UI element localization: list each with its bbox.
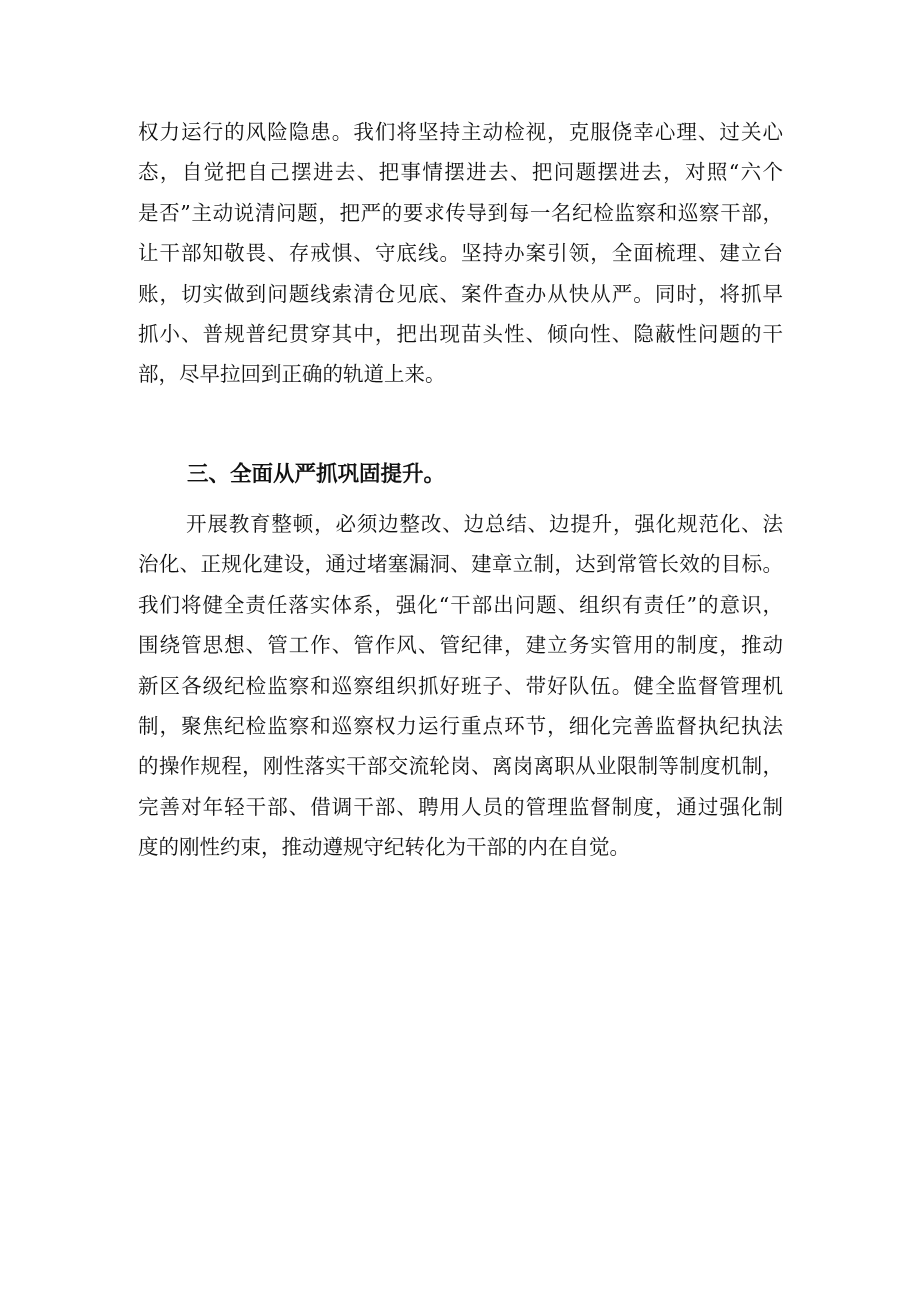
paragraph-line: 完善对年轻干部、借调干部、聘用人员的管理监督制度，通过强化制 bbox=[138, 794, 783, 819]
paragraph-line: 制，聚焦纪检监察和巡察权力运行重点环节，细化完善监督执纪执法 bbox=[138, 713, 783, 738]
paragraph-line: 抓小、普规普纪贯穿其中，把出现苗头性、倾向性、隐蔽性问题的干 bbox=[138, 321, 783, 346]
paragraph-line: 围绕管思想、管工作、管作风、管纪律，建立务实管用的制度，推动 bbox=[138, 633, 783, 658]
paragraph-line: 开展教育整顿，必须边整改、边总结、边提升，强化规范化、法 bbox=[186, 512, 783, 536]
paragraph-line: 度的刚性约束，推动遵规守纪转化为干部的内在自觉。 bbox=[138, 835, 630, 860]
paragraph-line: 权力运行的风险隐患。我们将坚持主动检视，克服侥幸心理、过关心 bbox=[138, 120, 783, 144]
paragraph-line: 部，尽早拉回到正确的轨道上来。 bbox=[138, 362, 446, 387]
paragraph-line: 账，切实做到问题线索清仓见底、案件查办从快从严。同时，将抓早 bbox=[138, 281, 783, 306]
section-heading-three: 三、全面从严抓巩固提升。 bbox=[187, 462, 446, 487]
paragraph-line: 我们将健全责任落实体系，强化“干部出问题、组织有责任”的意识， bbox=[138, 592, 783, 617]
paragraph-line: 新区各级纪检监察和巡察组织抓好班子、带好队伍。健全监督管理机 bbox=[138, 673, 783, 698]
paragraph-line: 让干部知敬畏、存戒惧、守底线。坚持办案引领，全面梳理、建立台 bbox=[138, 241, 783, 266]
paragraph-line: 是否”主动说清问题，把严的要求传导到每一名纪检监察和巡察干部， bbox=[138, 200, 783, 225]
paragraph-risk-inspection bbox=[138, 112, 783, 395]
paragraph-line: 治化、正规化建设，通过堵塞漏洞、建章立制，达到常管长效的目标。 bbox=[138, 552, 783, 577]
paragraph-line: 的操作规程，刚性落实干部交流轮岗、离岗离职从业限制等制度机制， bbox=[138, 754, 783, 779]
paragraph-line: 态，自觉把自己摆进去、把事情摆进去、把问题摆进去，对照“六个 bbox=[138, 160, 783, 185]
paragraph-consolidation bbox=[138, 504, 783, 868]
